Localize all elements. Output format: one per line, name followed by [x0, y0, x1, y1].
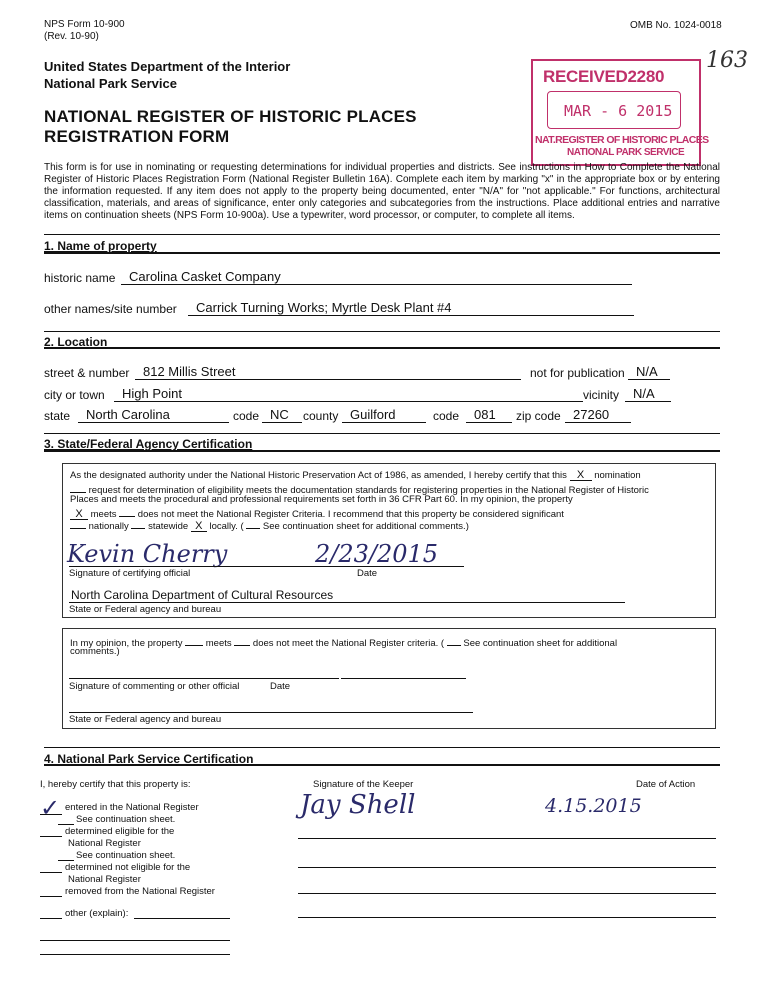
check-blank[interactable] [40, 918, 62, 919]
city-field[interactable]: High Point [114, 387, 583, 402]
comment-date-line [341, 678, 466, 679]
signature-line [69, 566, 464, 567]
cert-statewide: statewide [148, 521, 189, 532]
cert-p2: request for determination of eligibility meets the documentation standards for registering properties in the National Register of Historic [88, 485, 649, 496]
check-blank[interactable] [40, 814, 62, 815]
form-title: NATIONAL REGISTER OF HISTORIC PLACES [44, 107, 417, 126]
date-label: Date [357, 568, 378, 579]
section2-title: 2. Location [44, 335, 108, 349]
divider [44, 234, 720, 235]
page-mark: 163 [706, 48, 748, 73]
opinion-cont-blank[interactable] [447, 635, 461, 646]
check-blank[interactable] [40, 872, 62, 873]
explain-line[interactable] [134, 918, 230, 919]
other-names-label: other names/site number [44, 302, 177, 316]
stamp-date-box [547, 91, 681, 129]
comment-date-label: Date [270, 681, 291, 692]
certifying-date: 2/23/2015 [315, 540, 439, 568]
divider [44, 331, 720, 332]
zip-label: zip code [516, 409, 561, 423]
check-blank[interactable] [58, 860, 74, 861]
opinion-meets: meets [205, 638, 232, 649]
option-not-eligible: determined not eligible for the [65, 862, 191, 873]
statewide-blank[interactable] [131, 518, 145, 529]
option-eligible: determined eligible for the [65, 826, 175, 837]
cert-nationally: nationally [88, 521, 129, 532]
department-name: United States Department of the Interior [44, 59, 291, 74]
section4-title: 4. National Park Service Certification [44, 752, 254, 766]
certification-box [62, 463, 716, 618]
comment-box [62, 628, 716, 729]
entered-checkmark[interactable]: ✓ [40, 794, 61, 822]
keeper-line[interactable] [298, 838, 716, 839]
form-revision: (Rev. 10-90) [44, 31, 99, 42]
not-for-publication-field[interactable]: N/A [628, 365, 670, 380]
nomination-mark[interactable]: X [570, 470, 592, 481]
form-number: NPS Form 10-900 [44, 19, 125, 30]
option-entered: entered in the National Register [65, 802, 199, 813]
state-code-label: code [233, 409, 260, 423]
other-names-field[interactable]: Carrick Turning Works; Myrtle Desk Plant #4 [188, 301, 634, 316]
option-removed: removed from the National Register [65, 886, 215, 897]
section3-title: 3. State/Federal Agency Certification [44, 437, 253, 451]
historic-name-label: historic name [44, 271, 116, 285]
state-code-field[interactable]: NC [262, 408, 302, 423]
opinion-not-blank[interactable] [234, 635, 250, 646]
comment-signature-line [69, 678, 339, 679]
cert-line1 [70, 470, 641, 481]
option-other: other (explain): [65, 908, 129, 919]
agency-label: State or Federal agency and bureau [69, 604, 222, 615]
divider [44, 433, 720, 434]
vicinity-label: vicinity [583, 388, 620, 402]
cert-p3: Places and meets the procedural and professional requirements set forth in 36 CFR Part 60. In my opinion, the property [70, 494, 573, 505]
agency-line [69, 602, 625, 603]
action-date: 4.15.2015 [545, 795, 642, 817]
stamp-line2: NATIONAL PARK SERVICE [567, 147, 685, 158]
omb-number: OMB No. 1024-0018 [630, 20, 722, 31]
agency-value[interactable]: North Carolina Department of Cultural Resources [71, 588, 334, 602]
check-blank[interactable] [40, 836, 62, 837]
stamp-received: RECEIVED2280 [543, 67, 665, 86]
comment-signature-label: Signature of commenting or other official [69, 681, 240, 692]
city-label: city or town [44, 388, 105, 402]
county-code-label: code [433, 409, 460, 423]
comment-agency-line [69, 712, 473, 713]
county-field[interactable]: Guilford [342, 408, 426, 423]
cert-continuation: See continuation sheet for additional comments.) [262, 521, 469, 532]
stamp-date: MAR - 6 2015 [564, 102, 673, 120]
cert-p1: As the designated authority under the National Historic Preservation Act of 1986, as amended, I hereby certify that this [70, 470, 567, 481]
state-field[interactable]: North Carolina [78, 408, 229, 423]
check-blank[interactable] [58, 824, 74, 825]
option-eligible-cont: National Register [68, 838, 141, 849]
comment-agency-label: State or Federal agency and bureau [69, 714, 222, 725]
option-continuation-1: See continuation sheet. [76, 814, 176, 825]
zip-field[interactable]: 27260 [565, 408, 631, 423]
cert-line5 [70, 518, 469, 532]
stamp-line1: NAT.REGISTER OF HISTORIC PLACES [535, 134, 709, 146]
keeper-label: Signature of the Keeper [313, 779, 414, 790]
explain-line[interactable] [40, 940, 230, 941]
service-name: National Park Service [44, 76, 177, 91]
section1-title: 1. Name of property [44, 239, 157, 253]
explain-line[interactable] [40, 954, 230, 955]
county-label: county [303, 409, 339, 423]
opinion-cont: See continuation sheet for additional [463, 638, 618, 649]
opinion-text: In my opinion, the property [70, 638, 183, 649]
cert-meets: meets [90, 509, 117, 520]
divider [44, 347, 720, 349]
vicinity-field[interactable]: N/A [625, 387, 671, 402]
continuation-blank[interactable] [246, 518, 260, 529]
county-code-field[interactable]: 081 [466, 408, 512, 423]
opinion-meets-blank[interactable] [185, 635, 203, 646]
option-not-eligible-cont: National Register [68, 874, 141, 885]
opinion-rest: does not meet the National Register criteria. ( [252, 638, 445, 649]
keeper-line[interactable] [298, 917, 716, 918]
street-label: street & number [44, 366, 130, 380]
not-for-publication-label: not for publication [530, 366, 625, 380]
not-meet-blank[interactable] [119, 506, 135, 517]
locally-mark[interactable]: X [191, 521, 207, 532]
meets-mark[interactable]: X [70, 509, 88, 520]
cert-p4b: does not meet the National Register Criteria. I recommend that this property be considered significant [137, 509, 564, 520]
cert-p1-end: nomination [594, 470, 641, 481]
keeper-line[interactable] [298, 867, 716, 868]
certify-text: I, hereby certify that this property is: [40, 779, 191, 790]
street-field[interactable]: 812 Millis Street [135, 365, 521, 380]
received-stamp [531, 59, 709, 166]
keeper-signature: Jay Shell [300, 790, 416, 820]
divider [44, 747, 720, 748]
action-date-label: Date of Action [636, 779, 696, 790]
check-blank[interactable] [40, 896, 62, 897]
intro-text: This form is for use in nominating or requesting determinations for individual properties and districts. See instructions in How to Complete the National Register of Historic Places Registration Form (National Register Bulletin 16A). Complete each item by marking "x" in the appropriate box or by entering the information requested. If any item does not apply to the property being documented, enter "N/A" for "not applicable." For functions, architectural classification, materials, and areas of significance, enter only categories and subcategories from the instructions. Place additional entries and narrative items on continuation sheets (NPS Form 10-900a). Use a typewriter, word processor, or computer, to complete all items. [44, 162, 720, 221]
signature-label: Signature of certifying official [69, 568, 191, 579]
form-subtitle: REGISTRATION FORM [44, 127, 230, 146]
opinion-comments: comments.) [70, 646, 120, 657]
historic-name-field[interactable]: Carolina Casket Company [121, 270, 632, 285]
nationally-blank[interactable] [70, 518, 86, 529]
state-label: state [44, 409, 71, 423]
opinion-line [70, 635, 617, 649]
request-blank[interactable] [70, 482, 86, 493]
option-continuation-2: See continuation sheet. [76, 850, 176, 861]
certifying-signature: Kevin Cherry [67, 540, 228, 568]
cert-locally: locally. ( [209, 521, 244, 532]
keeper-line[interactable] [298, 893, 716, 894]
